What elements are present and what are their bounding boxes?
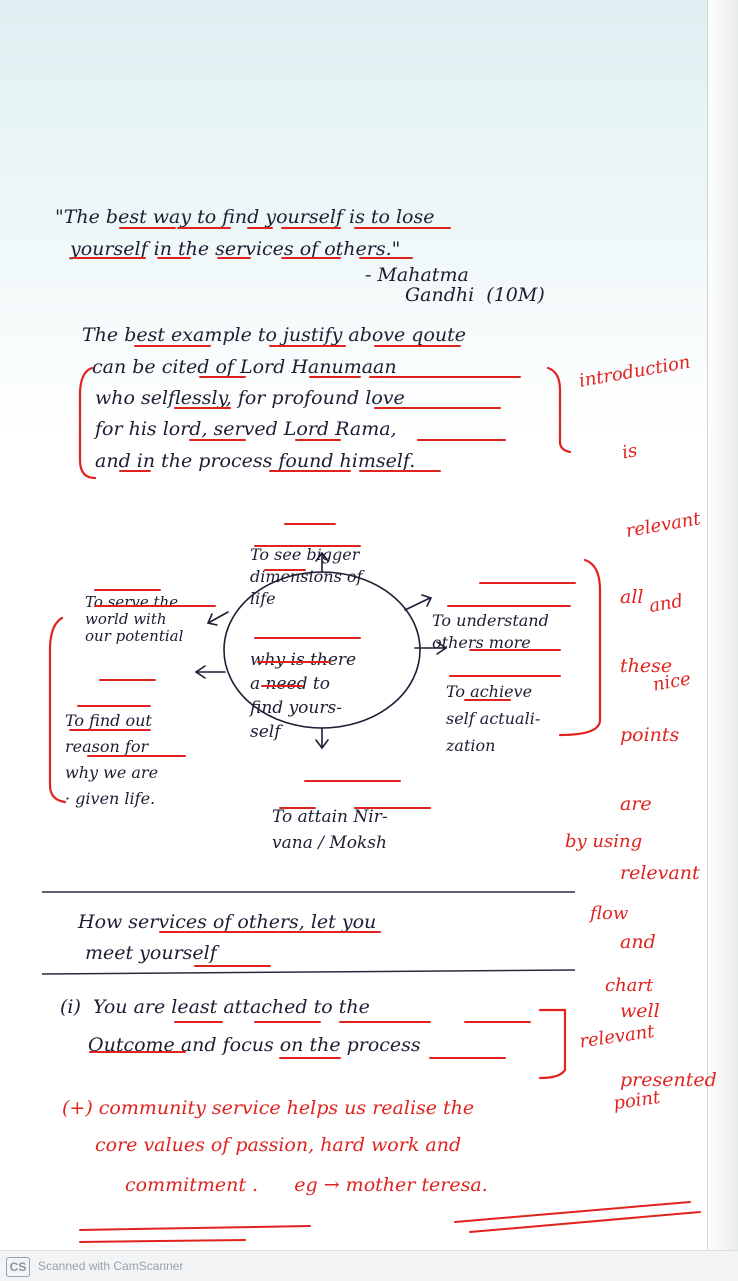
added-point-3: commitment . eg → mother teresa. [125, 1174, 488, 1196]
quote-author-2: Gandhi (10M) [405, 284, 545, 306]
mindmap-right-mid: To achieve self actuali- zation [446, 682, 541, 755]
added-point-2: core values of passion, hard work and [95, 1134, 462, 1156]
intro-line-4: for his lord, served Lord Rama, [95, 418, 397, 440]
mindmap-left: To find out reason for why we are · given life. [65, 711, 159, 808]
mindmap-right-top: To understand others more [432, 611, 549, 652]
point-1-line-2: Outcome and focus on the process [88, 1034, 421, 1056]
mindmap-shapes [196, 553, 446, 748]
intro-annotation: introduction is relevant and nice [577, 351, 703, 696]
scanner-footer [0, 1250, 738, 1281]
section-heading-1: How services of others, let you [78, 911, 377, 933]
intro-line-3: who selflessly, for profound love [95, 387, 405, 409]
mindmap-center: why is there a need to find yours- self [250, 650, 357, 742]
mindmap-bottom: To attain Nir- vana / Moksh [272, 807, 388, 853]
added-point-1: (+) community service helps us realise the [62, 1097, 475, 1119]
camscanner-text: Scanned with CamScanner [38, 1259, 184, 1273]
point-1-line-1: (i) You are least attached to the [60, 996, 370, 1018]
flowchart-annotation: by using flow chart [565, 831, 654, 996]
red-underlines [70, 228, 700, 1242]
intro-line-2: can be cited of Lord Hanumaan [92, 356, 397, 378]
camscanner-logo: CS [6, 1257, 30, 1277]
quote-author-1: - Mahatma [365, 264, 469, 286]
intro-line-1: The best example to justify above qoute [82, 324, 467, 346]
section-heading-2: meet yourself [85, 942, 217, 964]
intro-line-5: and in the process found himself. [95, 450, 416, 472]
points-annotation: all these points are relevant and well presented [620, 586, 717, 1091]
quote-line-1: "The best way to find yourself is to lose [55, 206, 435, 228]
mindmap-top: To see bigger dimensions of life [250, 545, 363, 608]
quote-line-2: yourself in the services of others." [70, 238, 401, 260]
relevant-point-annotation: relevant point [578, 1021, 662, 1115]
mindmap-top-left: To serve the world with our potential [85, 593, 184, 645]
